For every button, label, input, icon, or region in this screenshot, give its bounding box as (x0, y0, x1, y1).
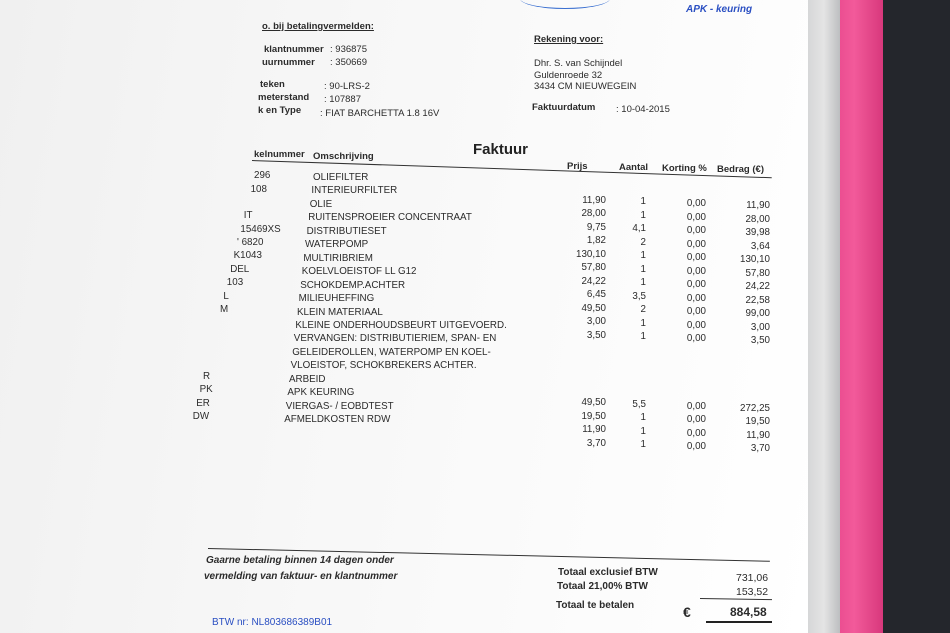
row-korting: 0,00 (686, 333, 706, 345)
row-korting: 0,00 (686, 400, 706, 412)
kenteken-label: teken (260, 79, 285, 90)
row-code: PK (199, 384, 213, 396)
total-excl-value: 731,06 (736, 572, 769, 584)
row-desc: VLOEISTOF, SCHOKBREKERS ACHTER. (290, 360, 477, 372)
kenteken-value: 90-LRS-2 (329, 81, 370, 92)
row-bedrag: 19,50 (745, 416, 770, 428)
row-korting: 0,00 (686, 319, 706, 331)
row-aantal: 4,1 (632, 223, 646, 235)
row-aantal: 1 (640, 425, 646, 437)
total-due-value: 884,58 (730, 605, 767, 619)
row-prijs: 9,75 (586, 221, 606, 233)
row-desc: OLIE (309, 198, 333, 210)
row-aantal: 1 (640, 412, 646, 424)
klantnummer-label: klantnummer (264, 44, 324, 55)
row-bedrag: 39,98 (745, 227, 770, 239)
client-name: Dhr. S. van Schijndel (534, 58, 623, 69)
row-desc: RUITENSPROEIER CONCENTRAAT (308, 212, 472, 224)
row-korting: 0,00 (686, 198, 706, 210)
row-prijs: 130,10 (576, 248, 606, 260)
row-bedrag: 24,22 (745, 281, 770, 293)
row-korting: 0,00 (686, 292, 706, 304)
euro-icon: € (683, 604, 691, 620)
row-code: DEL (230, 263, 250, 275)
row-korting: 0,00 (686, 252, 706, 264)
row-code: ' 6820 (237, 237, 264, 249)
row-desc: INTERIEURFILTER (311, 185, 398, 197)
row-aantal: 1 (640, 209, 646, 221)
row-korting: 0,00 (686, 306, 706, 318)
invoice-page: APK - keuring o. bij betalingvermelden: klantnummer : 936875 uurnummer : 350669 teken : 90-LRS-2 meterstand : 107887 k en Type : FIAT BARCHETTA 1.8 16V Rekening voor: Dhr. S. van Schijndel Guldenroede 32 3434 CM NIEUWEGEIN Faktuurdatum : 10-04-2015 Faktuur kelnummer Omschrijving Prijs Aantal Korting % Bedrag (€) 296 OLIEFILTER 108 INTERIEURFILTER 11,90 1 0,00 11,90 OLIE 28,00 1 0,00 28,00 IT RUITENSPROEIER CONCENTRAAT 9,75 4,1 0,00 39,98 15469XS DISTRIBUTIESET 1,82 2 0,00 3,64 ' 6820 WATERPOMP 130,10 1 0,00 130,10 K1043 MULTIRIBRIEM 57,80 1 0,00 57,80 DEL KOELVLOEISTOF LL G12 24,22 1 0,00 24,22 103 SCHOKDEMP.ACHTER 6,45 3,5 0,00 22,58 L MILIEUHEFFING 49,50 2 0,00 99,00 M KLEIN MATERIAAL 3,00 1 0,00 3,00 KLEINE ONDERHOUDSBEURT UITGEVOERD. 3,50 1 0,00 3,50 VERVANGEN: DISTRIBUTIERIEM, SPAN- EN GELEIDEROLLEN, WATERPOMP EN KOEL- VLOEISTOF, SCHOKBREKERS ACHTER. R ARBEID PK APK KEURING 49,50 5,5 0,00 272,25 ER VIERGAS- / EOBDTEST 19,50 1 0,00 19,50 DW AFMELDKOSTEN RDW 11,90 1 0,00 11,90 3,70 1 0,00 3,70 Gaarne betaling binnen 14 dagen onder vermelding van faktuur- en klantnummer Totaal exclusief BTW 731,06 Totaal 21,00% BTW 153,52 Totaal te betalen € 884,58 BTW nr: NL803686389B01 (0, 0, 808, 633)
row-prijs: 1,82 (586, 235, 606, 247)
row-bedrag: 11,90 (746, 429, 770, 441)
row-prijs: 6,45 (586, 289, 606, 301)
row-code: 108 (250, 183, 267, 195)
row-prijs: 19,50 (581, 410, 606, 422)
payment-note-line2: vermelding van faktuur- en klantnummer (204, 571, 398, 582)
row-code: 103 (226, 277, 244, 289)
invoice-date-label: Faktuurdatum (532, 102, 596, 113)
row-desc: VIERGAS- / EOBDTEST (285, 400, 394, 412)
row-bedrag: 272,25 (740, 402, 770, 414)
row-bedrag: 57,80 (745, 267, 770, 279)
row-desc: OLIEFILTER (313, 172, 369, 184)
kmstand-value: 107887 (329, 94, 361, 105)
row-korting: 0,00 (686, 427, 706, 439)
row-aantal: 1 (640, 277, 646, 289)
row-prijs: 24,22 (581, 275, 606, 287)
row-aantal: 1 (640, 317, 646, 329)
row-code: 296 (254, 170, 271, 182)
row-code: L (223, 290, 229, 302)
row-desc: SCHOKDEMP.ACHTER (300, 279, 406, 291)
pen-scribble (520, 0, 610, 9)
background-dark (883, 0, 950, 633)
row-korting: 0,00 (686, 441, 706, 453)
total-underline (706, 621, 772, 623)
row-aantal: 1 (640, 263, 646, 275)
invoice-title: Faktuur (473, 141, 529, 158)
row-prijs: 3,00 (586, 316, 606, 328)
factuurnummer-label: uurnummer (262, 57, 315, 68)
col-prijs: Prijs (567, 161, 588, 172)
row-aantal: 1 (640, 250, 646, 262)
row-desc: ARBEID (289, 373, 326, 385)
row-code: IT (243, 210, 253, 222)
row-code: R (203, 370, 211, 382)
invoice-date-value: 10-04-2015 (621, 104, 670, 115)
row-aantal: 2 (640, 236, 646, 248)
row-korting: 0,00 (686, 279, 706, 291)
row-desc: KLEINE ONDERHOUDSBEURT UITGEVOERD. (295, 319, 507, 331)
row-bedrag: 3,50 (750, 335, 770, 347)
row-desc: VERVANGEN: DISTRIBUTIERIEM, SPAN- EN (293, 333, 497, 345)
row-bedrag: 130,10 (740, 254, 770, 266)
col-omschrijving: Omschrijving (313, 151, 374, 162)
factuurnummer-value: 350669 (335, 57, 367, 68)
row-desc: KOELVLOEISTOF LL G12 (301, 266, 417, 278)
total-btw-value: 153,52 (736, 586, 769, 598)
kmstand-label: meterstand (258, 92, 310, 103)
row-desc: APK KEURING (287, 387, 355, 399)
col-korting: Korting % (662, 163, 707, 174)
row-bedrag: 28,00 (745, 213, 770, 225)
row-aantal: 1 (640, 439, 646, 451)
total-due-label: Totaal te betalen (556, 600, 635, 611)
row-prijs: 3,50 (586, 329, 606, 341)
row-korting: 0,00 (686, 414, 706, 426)
row-bedrag: 99,00 (745, 308, 770, 320)
row-prijs: 11,90 (582, 424, 606, 436)
client-city: 3434 CM NIEUWEGEIN (534, 81, 637, 92)
row-bedrag: 3,64 (750, 240, 770, 252)
row-desc: WATERPOMP (305, 239, 369, 251)
subtotal-rule (700, 598, 772, 600)
col-artikel: kelnummer (254, 149, 305, 160)
brand-name: APK - keuring (686, 4, 753, 15)
row-prijs: 49,50 (581, 302, 606, 314)
client-street: Guldenroede 32 (534, 70, 603, 81)
row-prijs: 28,00 (581, 208, 606, 220)
row-bedrag: 22,58 (745, 294, 770, 306)
row-desc: AFMELDKOSTEN RDW (284, 414, 391, 426)
row-prijs: 57,80 (581, 262, 606, 274)
pink-folder (835, 0, 883, 633)
row-prijs: 3,70 (586, 437, 606, 449)
row-code: DW (192, 411, 210, 423)
row-prijs: 11,90 (582, 194, 606, 206)
row-bedrag: 3,00 (750, 321, 770, 333)
row-desc: GELEIDEROLLEN, WATERPOMP EN KOEL- (292, 346, 491, 358)
row-aantal: 1 (640, 196, 646, 208)
row-korting: 0,00 (686, 211, 706, 223)
rekening-label: Rekening voor: (534, 34, 604, 45)
row-aantal: 1 (640, 331, 646, 343)
total-excl-label: Totaal exclusief BTW (558, 567, 658, 578)
type-value: FIAT BARCHETTA 1.8 16V (325, 108, 440, 119)
row-aantal: 2 (640, 304, 646, 316)
row-bedrag: 3,70 (750, 443, 770, 455)
btw-number: BTW nr: NL803686389B01 (212, 617, 333, 628)
row-desc: MULTIRIBRIEM (303, 252, 373, 264)
row-korting: 0,00 (686, 225, 706, 237)
row-code: K1043 (233, 250, 262, 262)
payment-reference-note: o. bij betalingvermelden: (262, 21, 374, 32)
row-code: M (220, 304, 229, 316)
type-label: k en Type (258, 105, 302, 116)
row-korting: 0,00 (686, 238, 706, 250)
row-desc: DISTRIBUTIESET (306, 225, 387, 237)
row-aantal: 3,5 (632, 290, 646, 302)
row-code: 15469XS (240, 223, 281, 235)
klantnummer-value: 936875 (335, 44, 367, 55)
total-btw-label: Totaal 21,00% BTW (557, 581, 648, 592)
row-desc: KLEIN MATERIAAL (297, 306, 383, 318)
payment-note-line1: Gaarne betaling binnen 14 dagen onder (206, 555, 394, 566)
row-aantal: 5,5 (632, 398, 646, 410)
row-prijs: 49,50 (581, 397, 606, 409)
row-code: ER (196, 397, 210, 409)
row-korting: 0,00 (686, 265, 706, 277)
row-bedrag: 11,90 (746, 200, 770, 212)
col-bedrag: Bedrag (€) (717, 164, 764, 175)
col-aantal: Aantal (619, 162, 649, 173)
row-desc: MILIEUHEFFING (298, 293, 375, 305)
